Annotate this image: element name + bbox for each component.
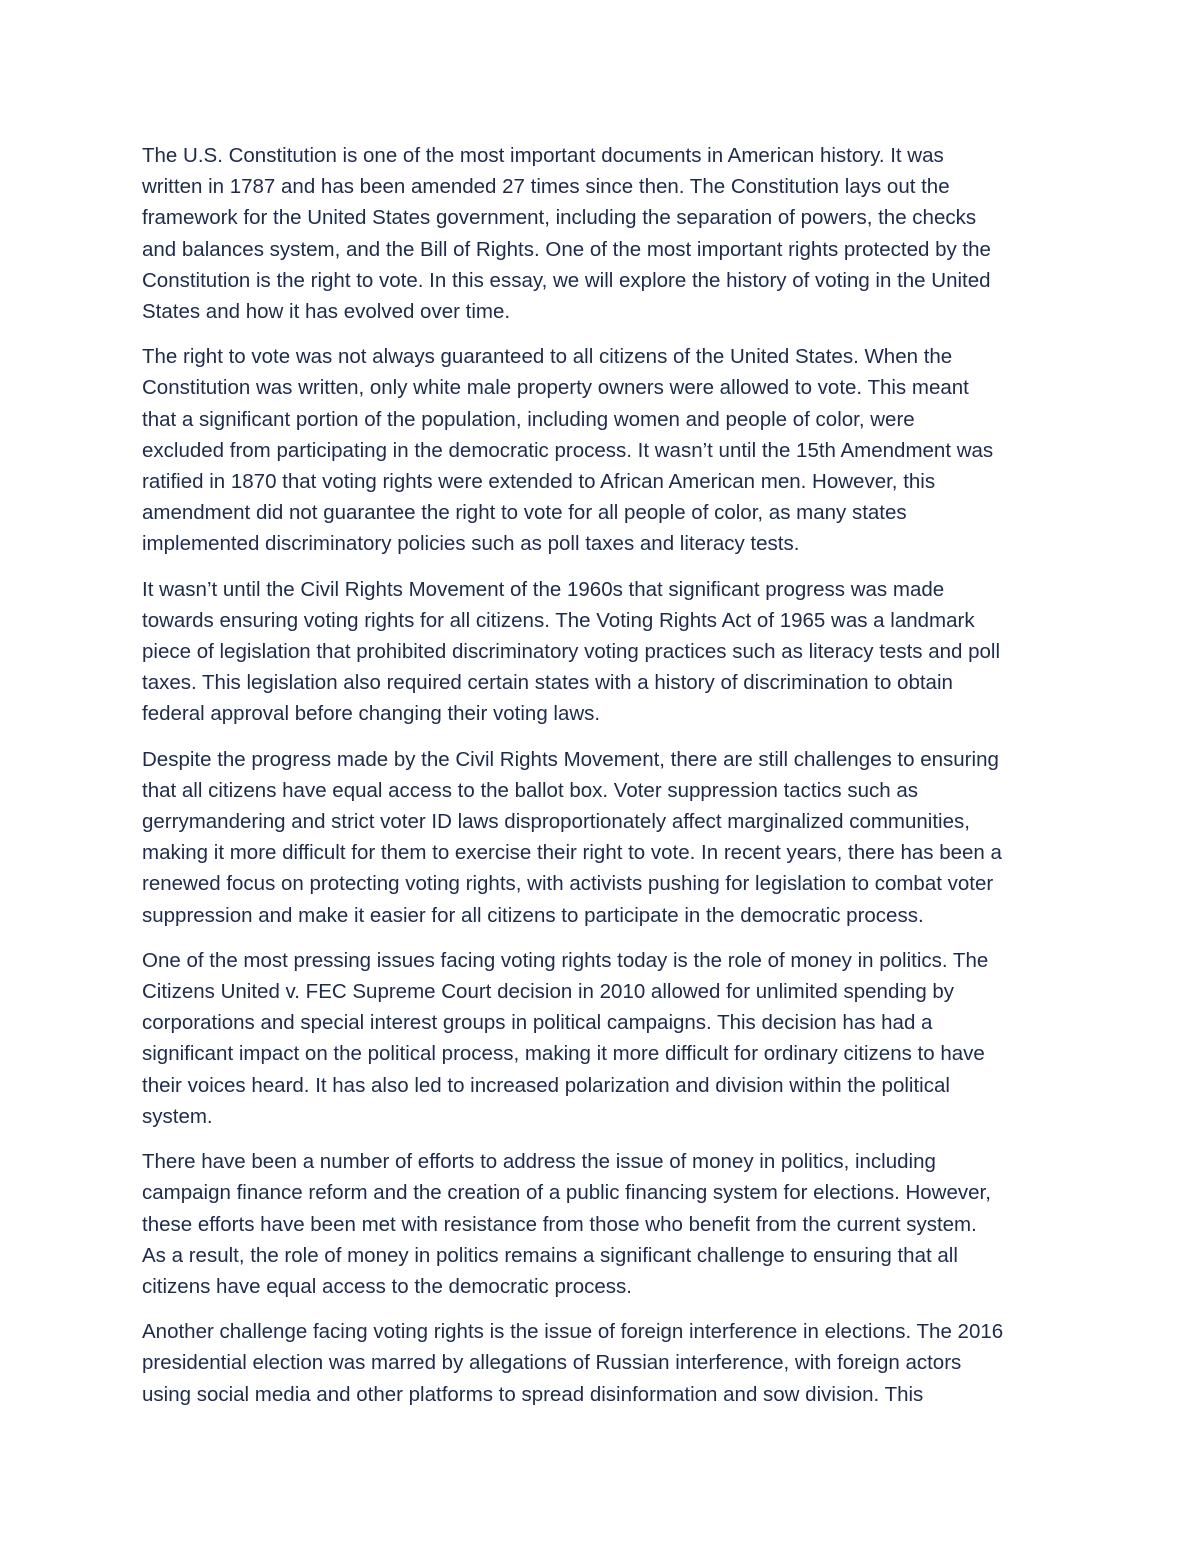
text-line: Another challenge facing voting rights is the issue of foreign interference in elections. The 2016 [142,1320,1004,1344]
text-line: piece of legislation that prohibited discriminatory voting practices such as literacy tests and poll [142,640,1001,664]
text-line: framework for the United States government, including the separation of powers, the checks [142,206,977,230]
text-line: corporations and special interest groups in political campaigns. This decision has had a [142,1011,933,1035]
text-line: these efforts have been met with resistance from those who benefit from the current system. [142,1212,977,1236]
text-line: There have been a number of efforts to address the issue of money in politics, including [142,1150,936,1174]
paragraph-2 [142,341,1067,559]
text-line: making it more difficult for them to exercise their right to vote. In recent years, there has been a [142,841,1002,865]
text-line: written in 1787 and has been amended 27 times since then. The Constitution lays out the [142,175,950,199]
paragraph-6 [142,1146,1067,1302]
text-line: excluded from participating in the democratic process. It wasn’t until the 15th Amendment was [142,438,994,462]
text-line: suppression and make it easier for all citizens to participate in the democratic process. [142,903,924,927]
text-line: gerrymandering and strict voter ID laws disproportionately affect marginalized communities, [142,810,970,834]
text-line: taxes. This legislation also required certain states with a history of discrimination to obtain [142,671,953,695]
text-line: system. [142,1104,213,1128]
text-line: citizens have equal access to the democratic process. [142,1274,632,1298]
text-line: significant impact on the political process, making it more difficult for ordinary citizens to have [142,1042,985,1066]
text-line: As a result, the role of money in politics remains a significant challenge to ensuring that all [142,1243,958,1267]
text-line: renewed focus on protecting voting rights, with activists pushing for legislation to combat voter [142,872,994,896]
paragraph-3 [142,574,1067,730]
text-line: their voices heard. It has also led to increased polarization and division within the political [142,1073,950,1097]
text-line: It wasn’t until the Civil Rights Movement of the 1960s that significant progress was made [142,577,945,601]
text-line: amendment did not guarantee the right to vote for all people of color, as many states [142,501,907,525]
text-line: that a significant portion of the population, including women and people of color, were [142,407,915,431]
document-body [142,140,1067,1424]
text-line: The U.S. Constitution is one of the most important documents in American history. It was [142,144,944,167]
text-line: and balances system, and the Bill of Rights. One of the most important rights protected by the [142,237,991,261]
text-line: Constitution is the right to vote. In this essay, we will explore the history of voting in the United [142,268,991,292]
text-line: campaign finance reform and the creation of a public financing system for elections. However, [142,1181,991,1205]
text-line: implemented discriminatory policies such as poll taxes and literacy tests. [142,532,800,556]
text-line: towards ensuring voting rights for all citizens. The Voting Rights Act of 1965 was a landmark [142,608,975,632]
text-line: Citizens United v. FEC Supreme Court decision in 2010 allowed for unlimited spending by [142,980,955,1004]
text-line: federal approval before changing their voting laws. [142,702,601,726]
paragraph-4 [142,744,1067,931]
text-line: ratified in 1870 that voting rights were extended to African American men. However, this [142,470,936,494]
text-line: presidential election was marred by allegations of Russian interference, with foreign actors [142,1351,962,1375]
paragraph-5 [142,945,1067,1132]
text-line: Despite the progress made by the Civil Rights Movement, there are still challenges to ensuring [142,747,999,771]
text-line: that all citizens have equal access to the ballot box. Voter suppression tactics such as [142,778,919,802]
text-line: Constitution was written, only white male property owners were allowed to vote. This meant [142,376,969,400]
text-line: One of the most pressing issues facing voting rights today is the role of money in politics. The [142,948,989,972]
text-line: States and how it has evolved over time. [142,300,511,324]
paragraph-7 [142,1316,1067,1410]
paragraph-1 [142,140,1067,327]
text-line: The right to vote was not always guaranteed to all citizens of the United States. When the [142,345,953,369]
text-line: using social media and other platforms to spread disinformation and sow division. This [142,1382,924,1406]
